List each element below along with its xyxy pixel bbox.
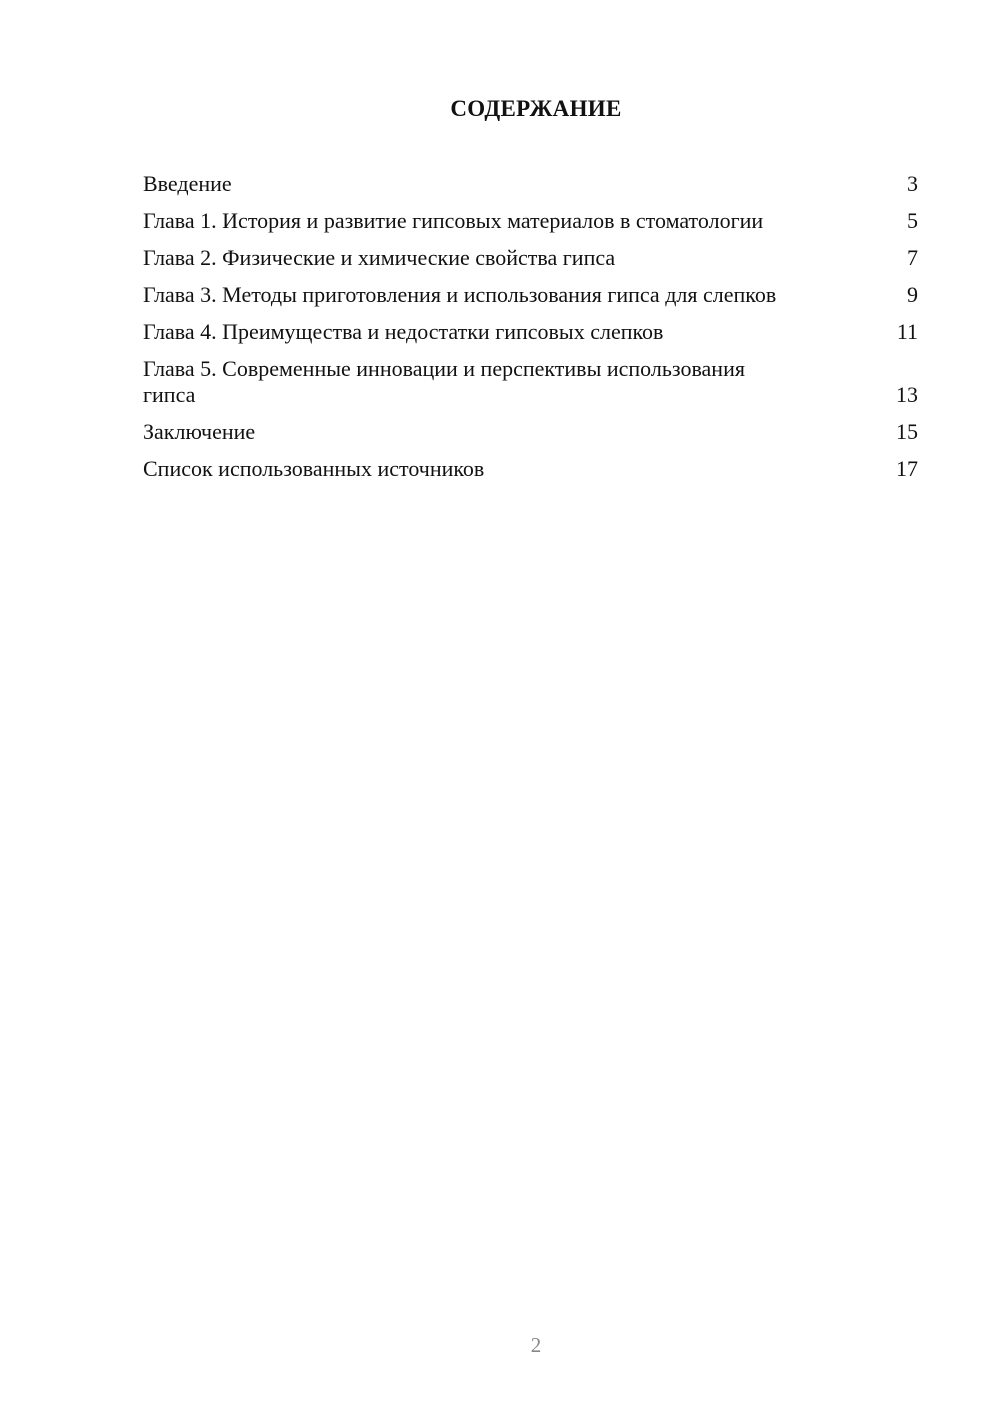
toc-entry-page: 7 bbox=[907, 245, 918, 270]
toc-heading: СОДЕРЖАНИЕ bbox=[450, 96, 622, 121]
toc-entry-page: 13 bbox=[896, 382, 918, 407]
toc-entry-label: Глава 3. Методы приготовления и использования гипса для слепков bbox=[143, 282, 777, 307]
toc-entry-page: 15 bbox=[896, 419, 918, 444]
toc-entry-chapter-4[interactable] bbox=[143, 319, 918, 345]
table-of-contents bbox=[143, 171, 918, 493]
toc-entry-label: Список использованных источников bbox=[143, 456, 485, 481]
toc-entry-label: Глава 1. История и развитие гипсовых материалов в стоматологии bbox=[143, 208, 764, 233]
toc-entry-chapter-5[interactable] bbox=[143, 356, 918, 408]
toc-entry-references[interactable] bbox=[143, 456, 918, 482]
toc-entry-label: Глава 5. Современные инновации и перспективы использования гипса bbox=[143, 356, 745, 407]
toc-entry-page: 5 bbox=[907, 208, 918, 233]
toc-entry-conclusion[interactable] bbox=[143, 419, 918, 445]
page-number: 2 bbox=[530, 1333, 542, 1357]
toc-entry-page: 9 bbox=[907, 282, 918, 307]
toc-entry-chapter-1[interactable] bbox=[143, 208, 918, 234]
toc-entry-page: 17 bbox=[896, 456, 918, 481]
toc-entry-label: Глава 4. Преимущества и недостатки гипсовых слепков bbox=[143, 319, 664, 344]
toc-entry-label: Введение bbox=[143, 171, 232, 196]
toc-entry-page: 3 bbox=[907, 171, 918, 196]
toc-entry-label: Заключение bbox=[143, 419, 256, 444]
toc-entry-page: 11 bbox=[896, 319, 918, 344]
toc-entry-chapter-2[interactable] bbox=[143, 245, 918, 271]
toc-entry-introduction[interactable] bbox=[143, 171, 918, 197]
toc-entry-label: Глава 2. Физические и химические свойства гипса bbox=[143, 245, 616, 270]
toc-entry-chapter-3[interactable] bbox=[143, 282, 918, 308]
